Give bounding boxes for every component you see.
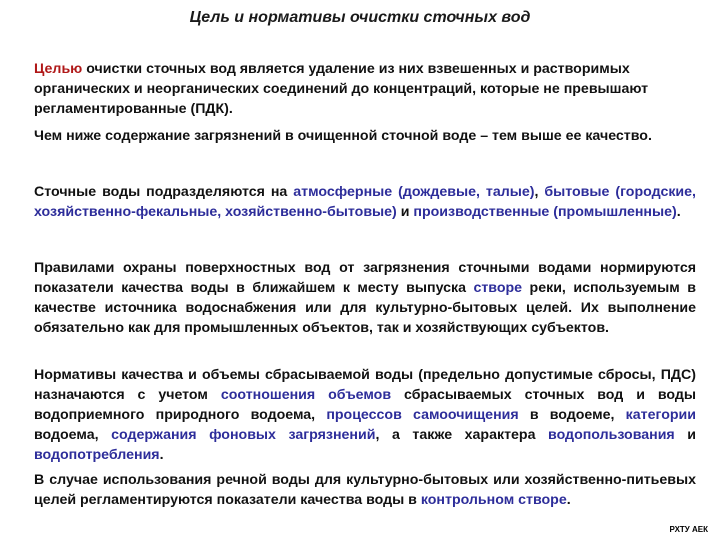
paragraph-protection-rules: Правилами охраны поверхностных вод от загрязнения сточными водами нормируются показатели качества воды в ближайшем к месту выпуска створе реки, используемым в качестве источника водоснабжения или для культурно-бытовых целей. Их выполнение обязательно как для промышленных объектов, так и хозяйствующих субъектов. [34,260,696,336]
paragraph-quality: Чем ниже содержание загрязнений в очищенной сточной воде – тем выше ее качество. [34,128,652,144]
slide-title: Цель и нормативы очистки сточных вод [189,9,531,26]
paragraph-river-water: В случае использования речной воды для культурно-бытовых или хозяйственно-питьевых целей регламентируются показатели качества воды в контрольном створе. [34,472,696,508]
term-volume-ratio: соотношения объемов [220,387,392,403]
term-industrial: производственные (промышленные) [413,204,677,220]
goal-lead-word: Целью [34,61,83,77]
term-domestic: бытовые (городские, хозяйственно-фекальные, хозяйственно-бытовые) [34,184,696,220]
goal-text: очистки сточных вод является удаление из них взвешенных и растворимых органических и неорганических соединений до концентраций, которые не превышают регламентированные (ПДК). [34,61,649,117]
term-category: категории [625,407,696,423]
term-self-purification: процессов самоочищения [326,407,519,423]
term-water-use: водопользования [548,427,675,443]
paragraph-goal [34,59,696,119]
term-water-consumption: водопотребления [34,447,160,463]
paragraph-wastewater-types: Сточные воды подразделяются на атмосферные (дождевые, талые), бытовые (городские, хозяйственно-фекальные, хозяйственно-бытовые) и производственные (промышленные). [34,184,696,220]
term-stvor: створе [473,280,523,296]
term-background-pollution: содержания фоновых загрязнений [111,427,376,443]
footer-code: РХТУ АЕК [669,525,708,534]
paragraph-standards: Нормативы качества и объемы сбрасываемой воды (предельно допустимые сбросы, ПДС) назначаются с учетом соотношения объемов сбрасываемых сточных вод и воды водоприемного природного водоема, процессов самоочищения в водоеме, категории водоема, содержания фоновых загрязнений, а также характера водопользования и водопотребления. [34,367,696,463]
term-control-stvor: контрольном створе [420,492,567,508]
term-atmospheric: атмосферные (дождевые, талые) [293,184,535,200]
